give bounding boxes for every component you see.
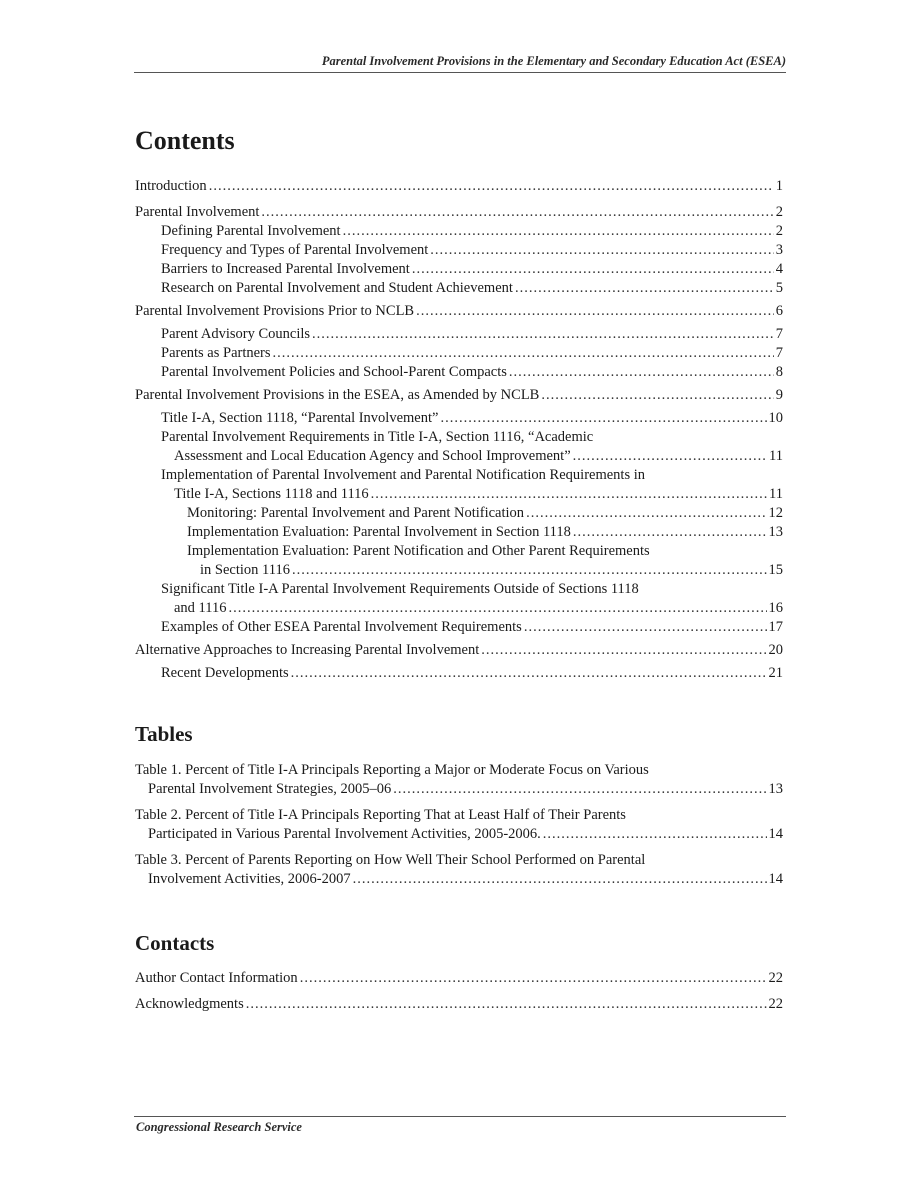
toc-entry-page: 6 [775, 303, 783, 319]
dot-leader [229, 599, 767, 618]
toc-entry-section-1116[interactable] [135, 428, 783, 466]
toc-entry-recent[interactable] [135, 664, 783, 683]
toc-entry-page: 2 [775, 204, 783, 220]
table-entry-3[interactable] [135, 851, 783, 889]
dot-leader [440, 409, 766, 428]
toc-entry-page: 10 [768, 410, 783, 426]
toc-entry-section-1118[interactable] [135, 409, 783, 428]
toc-entry-text-line1: Implementation Evaluation: Parent Notification and Other Parent Requirements [187, 543, 650, 559]
toc-entry-text: Examples of Other ESEA Parental Involvement Requirements [161, 619, 522, 635]
dot-leader [573, 447, 767, 466]
dot-leader [343, 222, 774, 241]
toc-entry-text-line1: Implementation of Parental Involvement and Parental Notification Requirements in [161, 467, 646, 483]
toc-entry-page: 8 [775, 364, 783, 380]
toc-entry-page: 15 [768, 562, 783, 578]
dot-leader [312, 325, 774, 344]
contact-entry-text: Author Contact Information [135, 970, 298, 986]
table-entry-text-line1: Table 1. Percent of Title I-A Principals Reporting a Major or Moderate Focus on Various [135, 762, 649, 778]
dot-leader [515, 279, 774, 298]
contacts-list [135, 969, 783, 1014]
toc-entry-monitoring[interactable] [135, 504, 783, 523]
dot-leader [273, 344, 774, 363]
toc-entry-eval-1116[interactable] [135, 542, 783, 580]
contact-entry-text: Acknowledgments [135, 996, 244, 1012]
contacts-heading: Contacts [135, 931, 215, 955]
table-entry-page: 14 [768, 826, 783, 842]
table-entry-page: 14 [768, 871, 783, 887]
dot-leader [393, 780, 766, 799]
dot-leader [300, 969, 767, 988]
toc-entry-advisory-councils[interactable] [135, 325, 783, 344]
table-entry-text-line2: Parental Involvement Strategies, 2005–06 [148, 781, 392, 797]
dot-leader [573, 523, 767, 542]
toc-entry-text-line2: in Section 1116 [200, 562, 290, 578]
toc-entry-text: Implementation Evaluation: Parental Involvement in Section 1118 [187, 524, 571, 540]
toc-entry-defining[interactable] [135, 222, 783, 241]
toc-entry-page: 13 [768, 524, 783, 540]
toc-entry-text-line2: and 1116 [174, 600, 227, 616]
toc-entry-page: 2 [775, 223, 783, 239]
dot-leader [353, 870, 767, 889]
toc-entry-text: Barriers to Increased Parental Involvement [161, 261, 410, 277]
table-entry-text-line1: Table 3. Percent of Parents Reporting on How Well Their School Performed on Parental [135, 852, 646, 868]
toc-entry-page: 9 [775, 387, 783, 403]
dot-leader [524, 618, 767, 637]
toc-entry-text: Parental Involvement Policies and School-Parent Compacts [161, 364, 507, 380]
toc-entry-page: 12 [768, 505, 783, 521]
toc-entry-page: 4 [775, 261, 783, 277]
running-header: Parental Involvement Provisions in the Elementary and Secondary Education Act (ESEA) [321, 54, 786, 68]
dot-leader [541, 386, 773, 405]
toc-entry-page: 7 [775, 345, 783, 361]
dot-leader [371, 485, 767, 504]
toc-entry-research[interactable] [135, 279, 783, 298]
contact-entry-page: 22 [768, 970, 783, 986]
toc-entry-page: 16 [768, 600, 783, 616]
dot-leader [430, 241, 773, 260]
toc-entry-page: 3 [775, 242, 783, 258]
dot-leader [481, 641, 766, 660]
toc-entry-text: Defining Parental Involvement [161, 223, 341, 239]
toc-entry-page: 7 [775, 326, 783, 342]
toc-entry-text: Title I-A, Section 1118, “Parental Involvement” [161, 410, 439, 426]
tables-heading: Tables [135, 722, 193, 746]
toc-entry-page: 11 [769, 448, 783, 464]
toc-entry-text: Frequency and Types of Parental Involvement [161, 242, 429, 258]
toc-entry-page: 11 [769, 486, 783, 502]
dot-leader [261, 203, 773, 222]
table-entry-2[interactable] [135, 806, 783, 844]
toc-entry-text: Parental Involvement Provisions Prior to NCLB [135, 303, 415, 319]
toc-entry-text: Research on Parental Involvement and Student Achievement [161, 280, 513, 296]
table-entry-1[interactable] [135, 761, 783, 799]
toc-entry-text: Alternative Approaches to Increasing Parental Involvement [135, 642, 480, 658]
dot-leader [209, 177, 774, 196]
footer-source: Congressional Research Service [136, 1120, 302, 1134]
toc-entry-page: 5 [775, 280, 783, 296]
toc-entry-page: 1 [775, 178, 783, 194]
toc-entry-introduction[interactable] [135, 177, 783, 196]
toc-entry-text-line2: Assessment and Local Education Agency and School Improvement” [174, 448, 571, 464]
footer-rule [134, 1116, 786, 1117]
dot-leader [292, 561, 767, 580]
table-entry-page: 13 [768, 781, 783, 797]
dot-leader [543, 825, 767, 844]
tables-list [135, 761, 783, 889]
toc-entry-page: 21 [768, 665, 783, 681]
dot-leader [291, 664, 767, 683]
toc-entry-text-line2: Title I-A, Sections 1118 and 1116 [174, 486, 369, 502]
toc-entry-policies-compacts[interactable] [135, 363, 783, 382]
toc-entry-amended-nclb[interactable] [135, 386, 783, 405]
toc-entry-prior-nclb[interactable] [135, 302, 783, 321]
dot-leader [509, 363, 774, 382]
contact-entry-page: 22 [768, 996, 783, 1012]
toc-entry-frequency[interactable] [135, 241, 783, 260]
toc-entry-parental-involvement[interactable] [135, 203, 783, 222]
dot-leader [246, 995, 767, 1014]
toc-entry-alternative[interactable] [135, 641, 783, 660]
contact-entry-author[interactable] [135, 969, 783, 988]
toc-entry-text: Parents as Partners [161, 345, 271, 361]
toc-entry-page: 20 [768, 642, 783, 658]
toc-entry-text: Parental Involvement [135, 204, 260, 220]
toc-entry-page: 17 [768, 619, 783, 635]
contents-list [135, 177, 783, 683]
toc-entry-text-line1: Significant Title I-A Parental Involvement Requirements Outside of Sections 1118 [161, 581, 639, 597]
toc-entry-eval-1118[interactable] [135, 523, 783, 542]
contents-heading: Contents [135, 126, 235, 155]
toc-entry-significant[interactable] [135, 580, 783, 618]
contact-entry-acknowledgments[interactable] [135, 995, 783, 1014]
table-entry-text-line2: Involvement Activities, 2006-2007 [148, 871, 351, 887]
dot-leader [526, 504, 766, 523]
table-entry-text-line1: Table 2. Percent of Title I-A Principals Reporting That at Least Half of Their Parents [135, 807, 626, 823]
toc-entry-text: Monitoring: Parental Involvement and Parent Notification [187, 505, 525, 521]
table-entry-text-line2: Participated in Various Parental Involvement Activities, 2005-2006. [148, 826, 541, 842]
header-rule [134, 72, 786, 73]
toc-entry-barriers[interactable] [135, 260, 783, 279]
toc-entry-examples[interactable] [135, 618, 783, 637]
dot-leader [412, 260, 774, 279]
dot-leader [416, 302, 774, 321]
toc-entry-text: Recent Developments [161, 665, 289, 681]
toc-entry-parents-partners[interactable] [135, 344, 783, 363]
toc-entry-text: Introduction [135, 178, 207, 194]
toc-entry-text-line1: Parental Involvement Requirements in Title I-A, Section 1116, “Academic [161, 429, 594, 445]
toc-entry-implementation[interactable] [135, 466, 783, 504]
toc-entry-text: Parent Advisory Councils [161, 326, 311, 342]
toc-entry-text: Parental Involvement Provisions in the ESEA, as Amended by NCLB [135, 387, 540, 403]
